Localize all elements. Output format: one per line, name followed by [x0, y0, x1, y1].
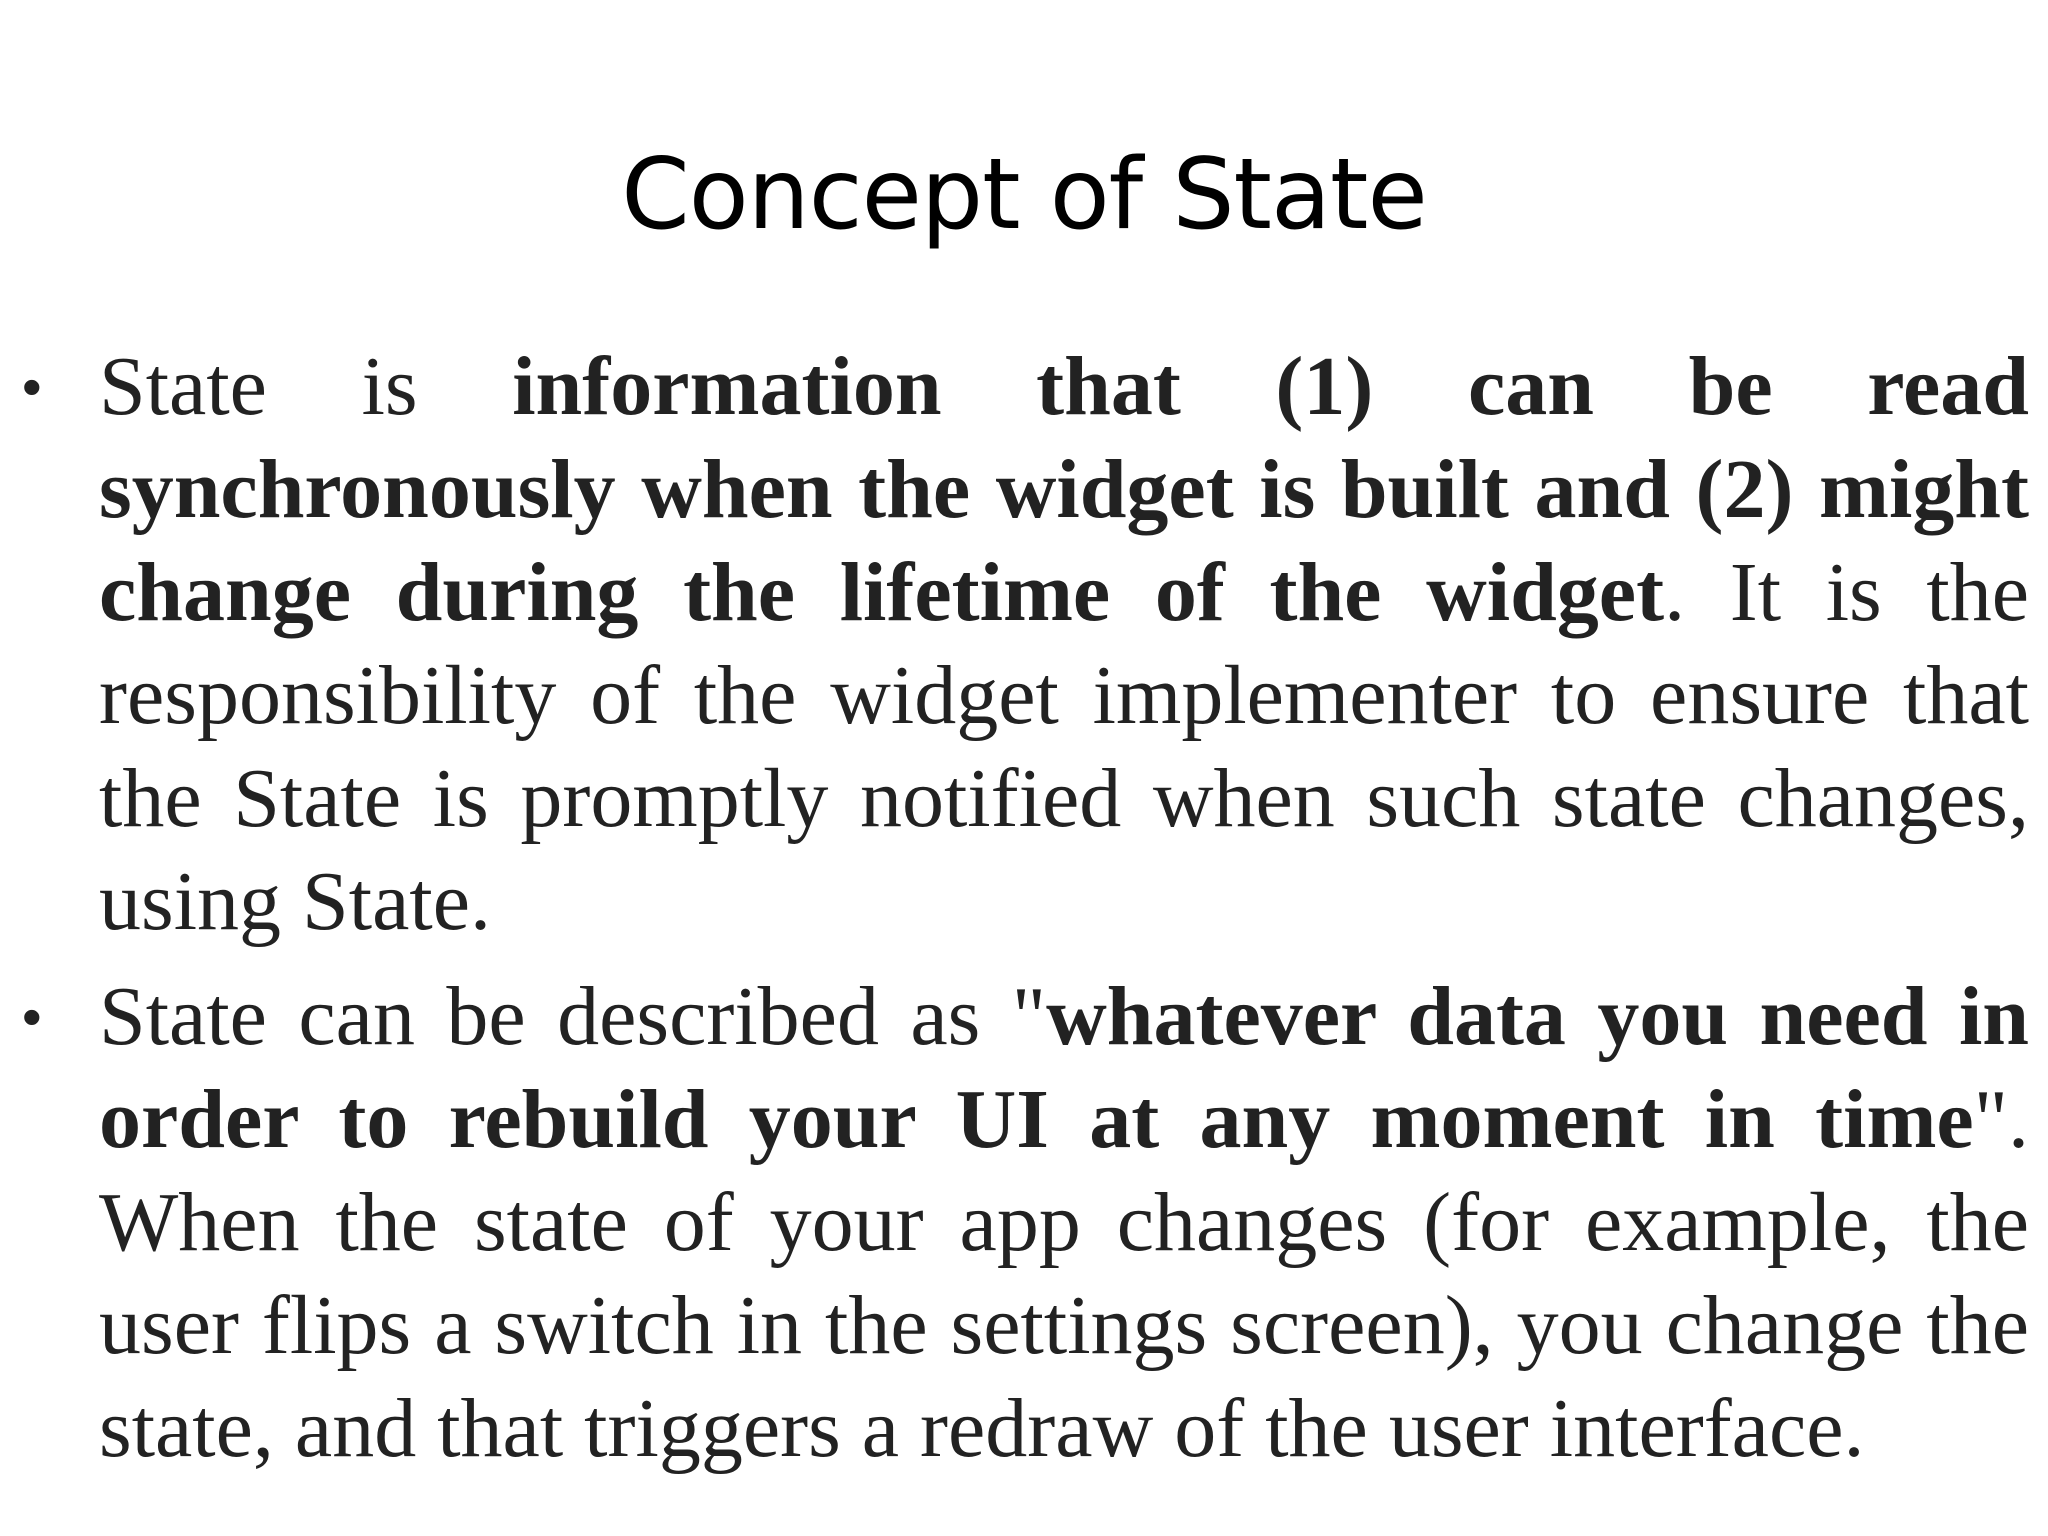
bullet-list	[0, 335, 2048, 1492]
bullet-segment-bold: whatever data you need in order to rebuild your UI at any moment in time	[99, 970, 2029, 1166]
bullet-segment: State can be described as "	[99, 970, 1047, 1063]
bullet-item	[0, 335, 2048, 953]
bullet-dot-icon: •	[22, 355, 42, 418]
bullet-dot-icon: •	[22, 985, 42, 1048]
bullet-text	[99, 965, 2029, 1480]
bullet-segment: . It is the responsibility of the widget implementer to ensure that the State is promptly notified when such state changes, using State.	[99, 546, 2029, 948]
bullet-segment: ". When the state of your app changes (for example, the user flips a switch in the settings screen), you change the state, and that triggers a redraw of the user interface.	[99, 1073, 2029, 1475]
bullet-text	[99, 335, 2029, 953]
bullet-item	[0, 965, 2048, 1480]
bullet-segment-bold: information that (1) can be read synchronously when the widget is built and (2) might change during the lifetime of the widget	[99, 340, 2029, 639]
bullet-segment: State is	[99, 340, 513, 433]
slide-title: Concept of State	[621, 138, 1427, 252]
